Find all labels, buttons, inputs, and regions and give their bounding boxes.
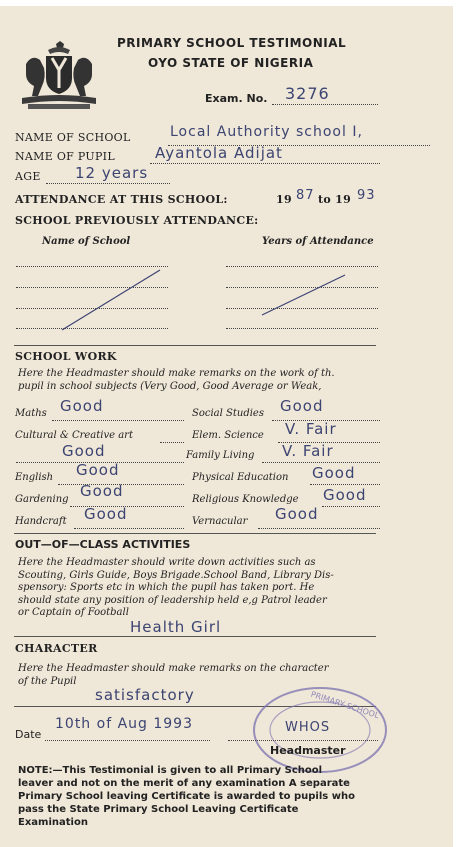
nigeria-coat-of-arms-icon	[18, 40, 100, 112]
grade-line	[52, 420, 184, 421]
strike-through-lines	[0, 255, 463, 345]
pupil-name-value: Ayantola Adijat	[155, 144, 283, 162]
subject-label: English	[15, 472, 54, 483]
section-divider	[14, 533, 376, 534]
date-label: Date	[15, 728, 42, 741]
grade-line	[322, 506, 380, 507]
subject-grade: V. Fair	[285, 420, 337, 438]
activities-instructions	[18, 557, 383, 620]
school-name-label: NAME OF SCHOOL	[15, 131, 131, 144]
pupil-name-label: NAME OF PUPIL	[15, 150, 115, 163]
school-name-value: Local Authority school I,	[170, 124, 363, 140]
exam-no-line	[272, 104, 378, 105]
note-label: NOTE:	[18, 765, 53, 776]
section-divider	[14, 345, 376, 346]
age-label: AGE	[15, 170, 41, 183]
instruction-line: spensory: Sports etc in which the pupil has taken port. He	[18, 582, 315, 593]
character-value: satisfactory	[95, 686, 195, 704]
grade-line	[310, 484, 380, 485]
exam-no-label: Exam. No.	[205, 92, 268, 105]
subject-label: Gardening	[15, 494, 69, 505]
subject-label: Elem. Science	[192, 430, 264, 441]
headmaster-signature: WHOS	[285, 720, 331, 735]
note-line: leaver and not on the merit of any examination A separate	[18, 778, 350, 789]
section-divider	[14, 636, 376, 637]
grade-line	[160, 442, 184, 443]
note-line: —This Testimonial is given to all Primary School	[52, 765, 323, 776]
pupil-name-line	[150, 163, 380, 164]
attendance-from-prefix: 19	[276, 193, 292, 206]
col-name-of-school: Name of School	[42, 236, 131, 247]
date-line	[45, 740, 210, 741]
instruction-line: or Captain of Football	[18, 607, 129, 618]
date-value: 10th of Aug 1993	[55, 716, 193, 732]
subject-label: Social Studies	[192, 408, 264, 419]
age-line	[46, 183, 170, 184]
signature-line	[228, 740, 378, 741]
activities-value: Health Girl	[130, 618, 222, 636]
age-value: 12 years	[75, 164, 149, 182]
grade-line	[262, 462, 380, 463]
instruction-line: pupil in school subjects (Very Good, Good Average or Weak,	[18, 380, 322, 392]
note-line: pass the State Primary School Leaving Certificate	[18, 804, 299, 815]
page-edge-top	[0, 0, 463, 6]
subject-grade: Good	[275, 505, 319, 523]
instruction-line: of the Pupil	[18, 675, 77, 687]
subject-label: Family Living	[186, 450, 255, 461]
grade-line	[74, 528, 184, 529]
instruction-line: Here the Headmaster should make remarks on the character	[18, 663, 329, 674]
headmaster-label: Headmaster	[270, 744, 346, 757]
subject-grade: Good	[60, 397, 104, 415]
grade-line	[258, 528, 380, 529]
document-title: PRIMARY SCHOOL TESTIMONIAL	[117, 36, 347, 50]
subject-label: Maths	[15, 408, 47, 419]
footer-note	[18, 764, 388, 829]
school-work-heading: SCHOOL WORK	[15, 350, 117, 363]
attendance-to-value: 93	[357, 188, 376, 203]
instruction-line: Here the Headmaster should write down activities such as	[18, 557, 316, 568]
note-line: Primary School leaving Certificate is awarded to pupils who	[18, 791, 355, 802]
note-line: Examination	[18, 817, 88, 828]
instruction-line: Here the Headmaster should make remarks on the work of th.	[18, 368, 335, 379]
subject-label: Handcraft	[15, 516, 67, 527]
subject-label: Physical Education	[192, 472, 289, 483]
page-edge-right	[453, 0, 463, 847]
stamp-text: PRIMARY SCHOOL	[309, 689, 381, 721]
col-years-of-attendance: Years of Attendance	[262, 236, 374, 247]
subject-grade: Good	[80, 482, 124, 500]
attendance-label: ATTENDANCE AT THIS SCHOOL:	[15, 193, 228, 206]
instruction-line: Scouting, Girls Guide, Boys Brigade.School Band, Library Dis-	[18, 569, 334, 581]
subject-grade: Good	[76, 461, 120, 479]
subject-label: Vernacular	[192, 516, 248, 527]
subject-grade: Good	[84, 505, 128, 523]
activities-heading: OUT—OF—CLASS ACTIVITIES	[15, 538, 191, 551]
state-name: OYO STATE OF NIGERIA	[148, 56, 314, 70]
attendance-to-prefix: to 19	[318, 193, 352, 206]
subject-label: Cultural & Creative art	[15, 430, 133, 441]
subject-grade: V. Fair	[282, 442, 334, 460]
subject-label: Religious Knowledge	[192, 494, 299, 505]
subject-grade: Good	[62, 442, 106, 460]
subject-grade: Good	[280, 397, 324, 415]
subject-grade: Good	[323, 486, 367, 504]
school-work-instructions	[18, 368, 383, 393]
character-heading: CHARACTER	[15, 642, 98, 655]
exam-no-value: 3276	[285, 84, 330, 103]
previous-school-label: SCHOOL PREVIOUSLY ATTENDANCE:	[15, 214, 259, 227]
attendance-from-value: 87	[296, 188, 315, 203]
subject-grade: Good	[312, 464, 356, 482]
instruction-line: should state any position of leadership held e,g Patrol leader	[18, 594, 327, 606]
